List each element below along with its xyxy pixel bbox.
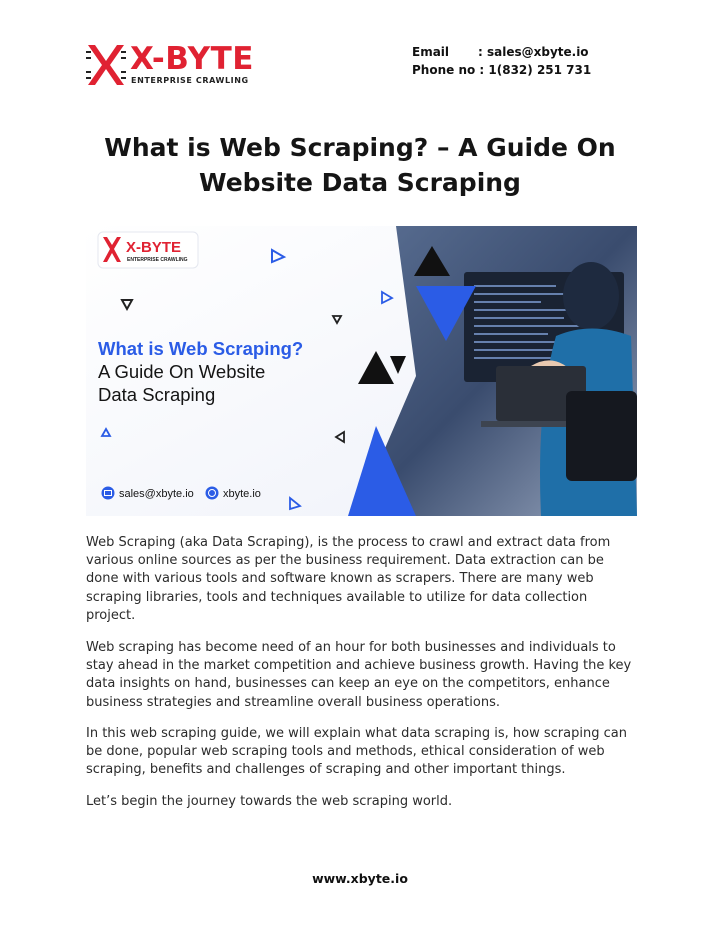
paragraph-need: Web scraping has become need of an hour for both businesses and individuals to stay ahead in the market competition and achieve business growth. Having the key data insights on hand, businesses can keep an eye on the competitors, enhance business strategies and streamline overall business operations. xyxy=(86,640,632,710)
logo-tagline-text: ENTERPRISE CRAWLING xyxy=(131,76,249,85)
banner-globe-icon xyxy=(206,487,219,500)
phone-label: Phone no xyxy=(412,63,476,77)
hero-banner-image xyxy=(86,226,637,516)
brand-logo xyxy=(86,43,256,87)
contact-info xyxy=(412,43,591,79)
footer-website[interactable]: www.xbyte.io xyxy=(312,871,408,886)
phone-row xyxy=(412,61,591,79)
banner-headline-2: A Guide On Website xyxy=(98,361,266,382)
phone-value[interactable]: : 1(832) 251 731 xyxy=(479,63,592,77)
banner-headline-3: Data Scraping xyxy=(98,384,216,405)
banner-email-text: sales@xbyte.io xyxy=(119,488,194,500)
banner-headline-1: What is Web Scraping? xyxy=(98,338,304,359)
banner-email-icon xyxy=(102,487,115,500)
paragraph-begin: Let’s begin the journey towards the web scraping world. xyxy=(86,794,453,809)
banner-logo-tagline: ENTERPRISE CRAWLING xyxy=(127,257,188,263)
email-row xyxy=(412,43,591,61)
banner-website-text: xbyte.io xyxy=(223,488,261,500)
email-value[interactable]: : sales@xbyte.io xyxy=(478,45,589,59)
person-head-icon xyxy=(563,262,619,330)
banner-logo-brand: X-BYTE xyxy=(126,239,182,256)
paragraph-guide: In this web scraping guide, we will explain what data scraping is, how scraping can be done, popular web scraping tools and methods, ethical consideration of web scraping, benefits and challenges of scraping and other important things. xyxy=(86,726,627,778)
x-mark-icon xyxy=(86,43,126,87)
paragraph-intro: Web Scraping (aka Data Scraping), is the process to crawl and extract data from various online sources as per the business requirement. Data extraction can be done with various tools and software known as scrapers. There are many web scraping libraries, tools and techniques available to utilize for data collection project. xyxy=(86,535,611,623)
page-title: What is Web Scraping? – A Guide On Website Data Scraping xyxy=(104,133,616,197)
email-label: Email xyxy=(412,45,450,59)
logo-brand-text: X-BYTE xyxy=(130,41,254,77)
